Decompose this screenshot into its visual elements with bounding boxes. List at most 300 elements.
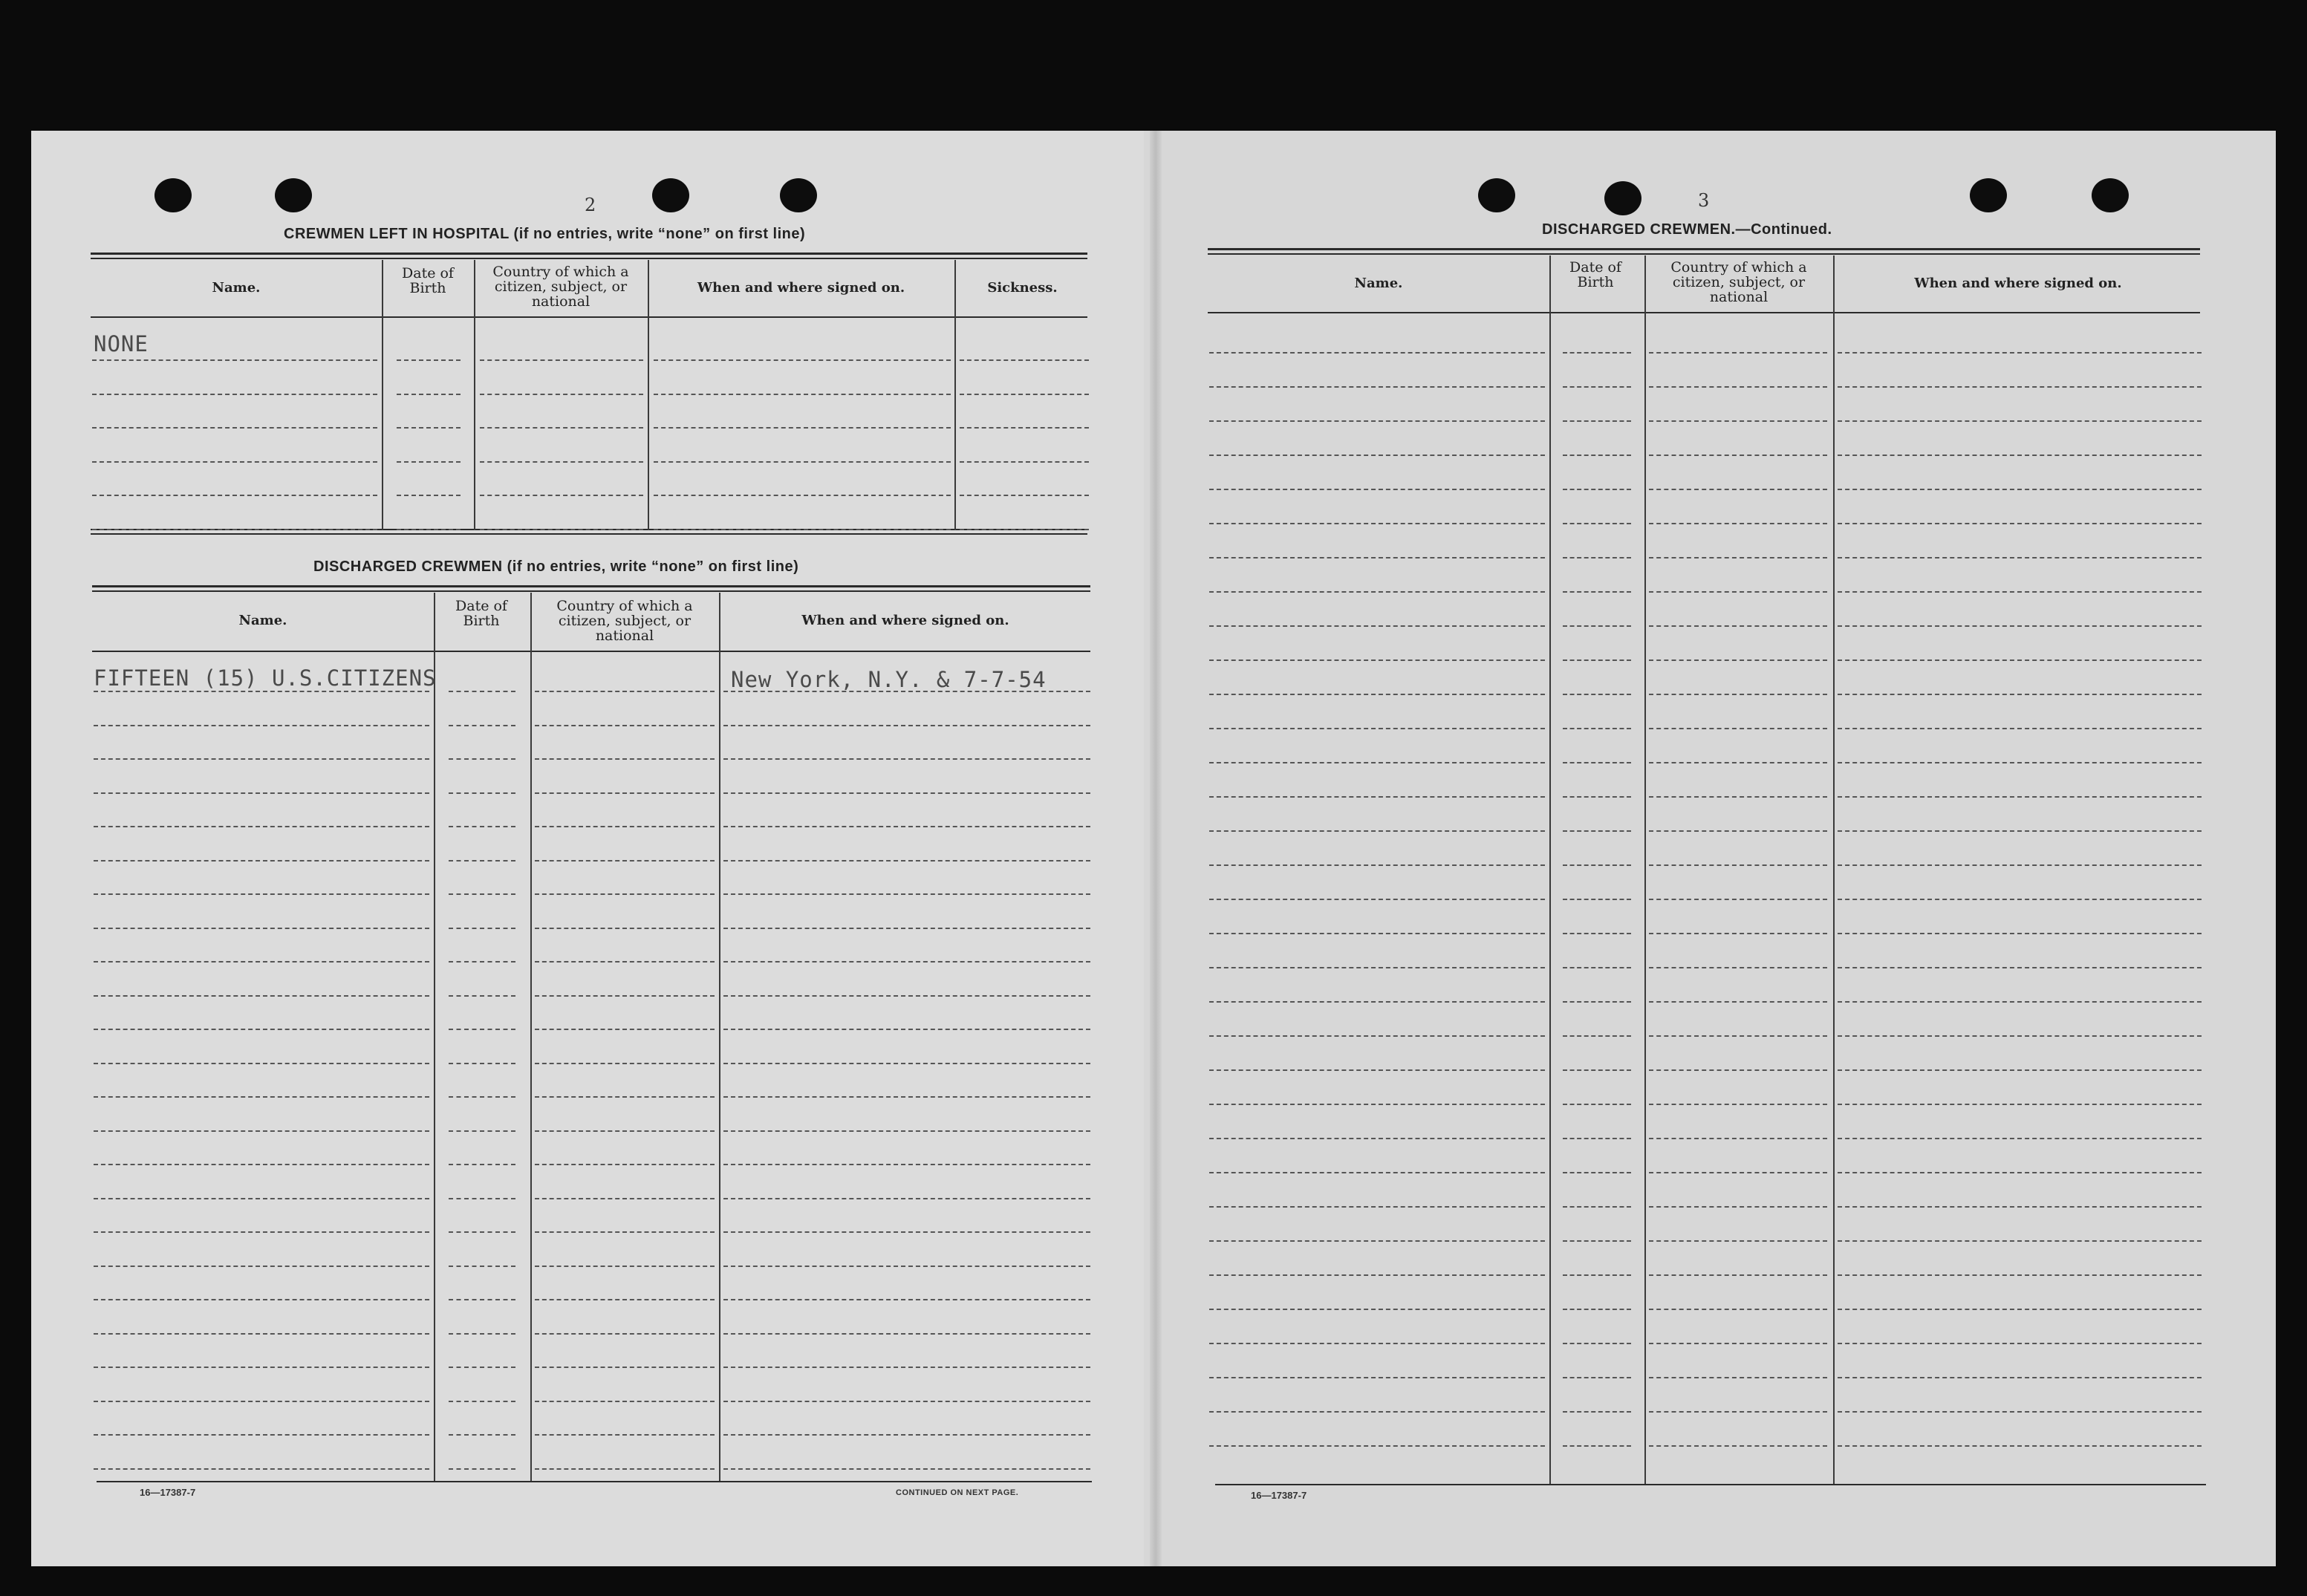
form-row-line [1563,1172,1631,1173]
form-row-line [1838,1309,2202,1310]
right-bottom-rule [1215,1484,2206,1485]
form-row-line [449,758,515,760]
form-row-line [654,529,951,530]
form-row-line [1838,1274,2202,1276]
form-row-line [449,1198,515,1199]
form-row-line [1209,1309,1545,1310]
form-row-line [1209,1001,1545,1003]
hospital-section-title: CREWMEN LEFT IN HOSPITAL (if no entries, write “none” on first line) [284,226,806,242]
form-row-line [1649,967,1827,968]
form-row-line [92,359,377,361]
punch-hole [780,178,817,212]
hospital-top-rule [91,258,1087,259]
punch-hole [1970,178,2007,212]
form-row-line [1838,625,2202,627]
form-row-line [1209,762,1545,763]
form-row-line [1649,899,1827,900]
form-row-line [1209,1035,1545,1037]
form-row-line [449,1299,515,1300]
form-row-line [480,461,643,463]
form-row-line [535,691,715,692]
form-row-line [535,1299,715,1300]
form-row-line [449,1367,515,1368]
form-row-line [449,1063,515,1064]
form-row-line [1649,352,1827,354]
form-row-line [535,1401,715,1402]
form-row-line [94,1401,429,1402]
form-row-line [654,359,951,361]
form-row-line [960,427,1089,429]
form-row-line [92,495,377,496]
form-row-line [1649,830,1827,832]
form-row-line [1838,830,2202,832]
form-row-line [1838,1069,2202,1071]
form-row-line [535,1231,715,1233]
form-row-line [94,1063,429,1064]
form-row-line [535,758,715,760]
form-row-line [1838,1138,2202,1139]
form-row-line [1563,762,1631,763]
form-row-line [1563,455,1631,456]
form-row-line [535,826,715,827]
form-row-line [723,961,1090,963]
form-row-line [1649,557,1827,558]
form-row-line [1838,1411,2202,1413]
discharged-bottom-rule [97,1481,1092,1482]
form-row-line [1838,591,2202,593]
form-row-line [1649,1001,1827,1003]
form-row-line [1209,796,1545,798]
header-country: Country of which a citizen, subject, or national [1670,259,1807,305]
form-row-line [94,928,429,929]
form-row-line [1838,659,2202,661]
form-row-line [1649,523,1827,524]
form-row-line [1563,796,1631,798]
form-row-line [535,792,715,794]
form-row-line [960,359,1089,361]
form-row-line [94,1130,429,1132]
form-row-line [960,529,1089,530]
header-signed-on: When and where signed on. [801,613,1009,628]
form-row-line [94,725,429,726]
form-row-line [1838,864,2202,866]
form-row-line [535,1333,715,1335]
form-row-line [960,394,1089,395]
form-row-line [1563,728,1631,729]
form-row-line [960,461,1089,463]
form-row-line [1209,1411,1545,1413]
form-row-line [449,1130,515,1132]
form-row-line [1649,1377,1827,1378]
form-row-line [723,1231,1090,1233]
form-row-line [449,1401,515,1402]
page-number-right: 3 [1698,190,1710,211]
form-row-line [723,1029,1090,1030]
column-divider [434,593,435,1481]
form-row-line [449,1096,515,1098]
form-row-line [94,1299,429,1300]
form-row-line [1563,386,1631,388]
form-row-line [1209,625,1545,627]
form-row-line [723,758,1090,760]
column-divider [382,260,383,530]
form-row-line [535,1434,715,1436]
header-date-of-birth: Date of Birth [1569,259,1621,290]
form-row-line [535,725,715,726]
form-row-line [397,461,461,463]
form-row-line [1649,1069,1827,1071]
form-row-line [535,995,715,997]
form-row-line [1209,1377,1545,1378]
form-row-line [535,1130,715,1132]
form-row-line [1649,1240,1827,1242]
form-row-line [92,394,377,395]
form-row-line [723,1266,1090,1267]
form-row-line [1563,933,1631,934]
form-row-line [723,860,1090,861]
punch-hole [154,178,192,212]
form-row-line [1838,967,2202,968]
column-divider [530,593,532,1481]
form-row-line [535,1029,715,1030]
column-divider [719,593,720,1481]
form-row-line [1209,1138,1545,1139]
form-row-line [1563,557,1631,558]
form-row-line [1563,1069,1631,1071]
form-row-line [1838,1240,2202,1242]
header-name: Name. [238,613,287,628]
form-row-line [449,860,515,861]
form-row-line [449,792,515,794]
form-row-line [723,1299,1090,1300]
form-row-line [397,427,461,429]
form-row-line [94,1029,429,1030]
form-row-line [1209,352,1545,354]
form-row-line [449,1266,515,1267]
form-row-line [1209,728,1545,729]
form-row-line [1209,864,1545,866]
punch-hole [275,178,312,212]
form-row-line [1838,1377,2202,1378]
form-row-line [449,725,515,726]
form-row-line [1209,1069,1545,1071]
form-row-line [1209,1206,1545,1208]
right-page [1144,131,2276,1566]
right-top-rule [1208,253,2200,255]
form-row-line [1649,1035,1827,1037]
form-row-line [535,1367,715,1368]
form-row-line [1563,1274,1631,1276]
header-name: Name. [212,280,261,296]
form-row-line [535,961,715,963]
form-row-line [94,860,429,861]
form-row-line [1838,1343,2202,1344]
form-row-line [92,461,377,463]
form-row-line [480,529,643,530]
form-row-line [94,691,429,692]
header-signed-on: When and where signed on. [697,280,905,296]
form-row-line [1563,899,1631,900]
form-row-line [94,961,429,963]
form-row-line [723,1333,1090,1335]
form-row-line [1838,523,2202,524]
form-row-line [1563,1001,1631,1003]
form-row-line [1563,694,1631,695]
form-row-line [1649,489,1827,490]
discharged-header-rule [92,651,1090,652]
form-row-line [1649,625,1827,627]
form-row-line [92,529,377,530]
form-row-line [1563,1309,1631,1310]
form-row-line [1563,967,1631,968]
form-row-line [1563,1138,1631,1139]
form-row-line [1209,455,1545,456]
form-row-line [1209,694,1545,695]
punch-hole [2092,178,2129,212]
form-row-line [449,691,515,692]
form-row-line [449,1434,515,1436]
right-top-rule [1208,248,2200,250]
right-header-rule [1208,312,2200,313]
form-row-line [1209,1343,1545,1344]
form-row-line [94,792,429,794]
form-row-line [94,995,429,997]
form-row-line [1838,1035,2202,1037]
form-row-line [535,1266,715,1267]
form-row-line [1209,1274,1545,1276]
form-row-line [1209,489,1545,490]
form-row-line [723,1468,1090,1470]
form-row-line [1649,386,1827,388]
form-row-line [535,1063,715,1064]
form-row-line [723,725,1090,726]
form-row-line [1838,796,2202,798]
page-fold [1150,131,1162,1566]
header-sickness: Sickness. [987,280,1058,296]
form-row-line [1649,659,1827,661]
header-date-of-birth: Date of Birth [402,265,454,296]
form-row-line [449,995,515,997]
form-row-line [1563,1035,1631,1037]
form-row-line [1563,1206,1631,1208]
form-row-line [480,394,643,395]
form-row-line [94,1367,429,1368]
form-row-line [1209,933,1545,934]
form-row-line [449,961,515,963]
form-row-line [535,928,715,929]
header-country: Country of which a citizen, subject, or national [492,264,629,310]
form-row-line [1649,1411,1827,1413]
punch-hole [652,178,689,212]
form-row-line [723,893,1090,895]
form-row-line [1209,899,1545,900]
form-row-line [535,1198,715,1199]
form-row-line [480,495,643,496]
form-row-line [723,1130,1090,1132]
form-row-line [723,1164,1090,1165]
header-date-of-birth: Date of Birth [455,598,507,629]
form-row-line [94,1266,429,1267]
form-row-line [1649,1206,1827,1208]
form-row-line [1649,1172,1827,1173]
form-row-line [449,1231,515,1233]
form-row-line [1649,864,1827,866]
form-row-line [1563,1377,1631,1378]
discharged-entry-signed-on: New York, N.Y. & 7-7-54 [731,667,1047,692]
form-row-line [1838,557,2202,558]
form-row-line [397,529,461,530]
column-divider [648,260,649,530]
form-row-line [1649,1274,1827,1276]
form-row-line [94,1468,429,1470]
form-row-line [535,1468,715,1470]
header-name: Name. [1354,276,1403,291]
form-row-line [94,1333,429,1335]
form-row-line [1838,762,2202,763]
hospital-top-rule [91,253,1087,255]
form-row-line [1649,1104,1827,1105]
form-row-line [1838,489,2202,490]
discharged-section-title: DISCHARGED CREWMEN (if no entries, write “none” on first line) [313,558,799,575]
form-row-line [723,826,1090,827]
form-row-line [94,1231,429,1233]
form-row-line [1209,386,1545,388]
form-row-line [1649,1309,1827,1310]
form-row-line [1563,830,1631,832]
form-row-line [1563,625,1631,627]
form-row-line [1838,352,2202,354]
form-row-line [449,826,515,827]
form-row-line [1838,420,2202,422]
form-row-line [1209,1172,1545,1173]
form-row-line [535,860,715,861]
form-row-line [1838,455,2202,456]
column-divider [1833,255,1835,1484]
form-row-line [1838,386,2202,388]
form-row-line [1649,420,1827,422]
form-row-line [654,461,951,463]
form-row-line [94,1434,429,1436]
punch-hole [1604,181,1641,215]
header-signed-on: When and where signed on. [1914,276,2122,291]
column-divider [954,260,956,530]
form-row-line [480,427,643,429]
form-row-line [1649,933,1827,934]
form-row-line [1649,796,1827,798]
form-number-right: 16—17387-7 [1251,1490,1307,1501]
form-row-line [654,495,951,496]
form-number-left: 16—17387-7 [140,1487,196,1498]
form-row-line [1563,1411,1631,1413]
form-row-line [1209,659,1545,661]
form-row-line [1209,591,1545,593]
form-row-line [723,1198,1090,1199]
form-row-line [94,1164,429,1165]
form-row-line [1649,694,1827,695]
form-row-line [480,359,643,361]
form-row-line [397,394,461,395]
hospital-bottom-rule [91,533,1087,535]
form-row-line [449,1468,515,1470]
form-row-line [1563,864,1631,866]
form-row-line [397,495,461,496]
form-row-line [723,1063,1090,1064]
form-row-line [1838,694,2202,695]
form-row-line [449,928,515,929]
form-row-line [1838,1172,2202,1173]
form-row-line [1563,352,1631,354]
hospital-entry-name: NONE [94,331,149,356]
discharged-continued-title: DISCHARGED CREWMEN.—Continued. [1542,221,1832,238]
form-row-line [535,893,715,895]
header-country: Country of which a citizen, subject, or national [556,598,693,644]
form-row-line [1838,933,2202,934]
left-page [31,131,1159,1566]
form-row-line [535,1164,715,1165]
form-row-line [92,427,377,429]
form-row-line [1563,659,1631,661]
form-row-line [1209,1104,1545,1105]
form-row-line [1838,1206,2202,1208]
form-row-line [723,1096,1090,1098]
form-row-line [654,394,951,395]
form-row-line [94,1096,429,1098]
form-row-line [1563,591,1631,593]
form-row-line [1649,591,1827,593]
form-row-line [1649,728,1827,729]
form-row-line [1563,489,1631,490]
form-row-line [1838,1104,2202,1105]
form-row-line [723,995,1090,997]
form-row-line [1209,1445,1545,1447]
form-row-line [654,427,951,429]
form-row-line [1563,1104,1631,1105]
form-row-line [723,928,1090,929]
continued-note: CONTINUED ON NEXT PAGE. [896,1488,1019,1497]
discharged-top-rule [92,590,1090,592]
discharged-entry-name: FIFTEEN (15) U.S.CITIZENS [94,665,437,691]
form-row-line [1563,1343,1631,1344]
form-row-line [397,359,461,361]
discharged-top-rule [92,585,1090,587]
form-row-line [723,691,1090,692]
form-row-line [449,1164,515,1165]
form-row-line [94,758,429,760]
form-row-line [94,893,429,895]
column-divider [1644,255,1646,1484]
form-row-line [1209,523,1545,524]
form-row-line [723,1434,1090,1436]
form-row-line [1563,420,1631,422]
form-row-line [723,792,1090,794]
form-row-line [449,1029,515,1030]
page-number-left: 2 [585,195,596,215]
column-divider [474,260,475,530]
form-row-line [1838,728,2202,729]
form-row-line [1209,967,1545,968]
form-row-line [1563,523,1631,524]
form-row-line [1209,557,1545,558]
form-row-line [1838,1001,2202,1003]
form-row-line [1649,1445,1827,1447]
form-row-line [1563,1445,1631,1447]
punch-hole [1478,178,1515,212]
hospital-header-rule [91,316,1087,318]
form-row-line [1563,1240,1631,1242]
form-row-line [723,1367,1090,1368]
form-row-line [1838,899,2202,900]
form-row-line [449,893,515,895]
